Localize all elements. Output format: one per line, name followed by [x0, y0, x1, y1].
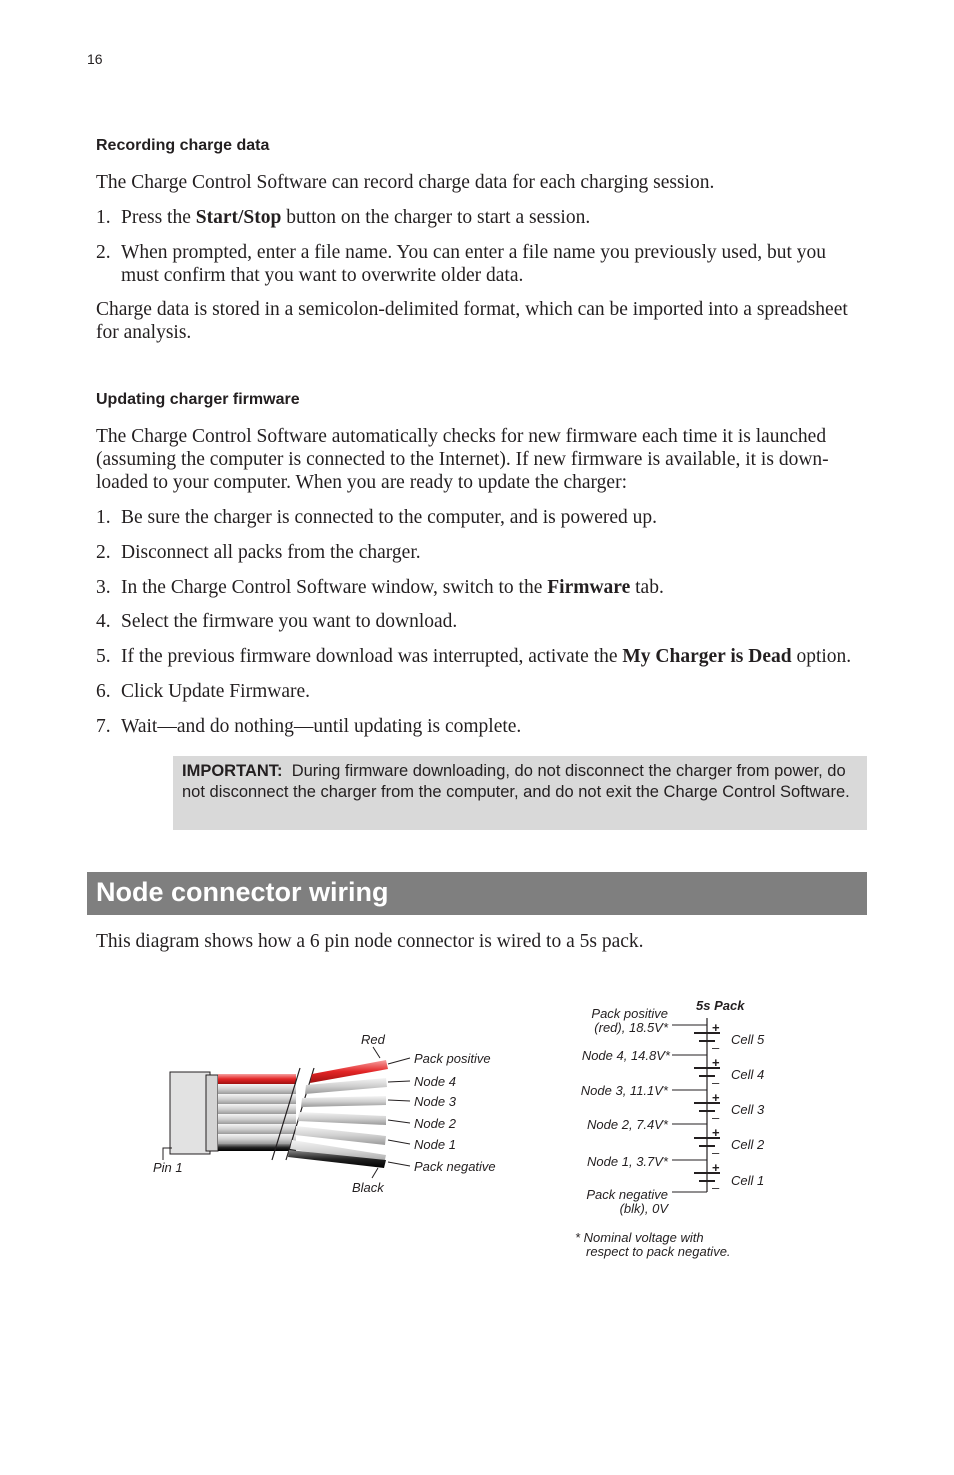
svg-text:–: – [712, 1110, 720, 1125]
svg-text:+: + [712, 1160, 720, 1175]
svg-text:–: – [712, 1075, 720, 1090]
firmware-step-5: 5. If the previous firmware download was interrupted, activate the My Charger is Dead option. [96, 646, 852, 667]
ribbon-cable-left [218, 1074, 296, 1151]
firmware-step-4: 4. Select the firmware you want to download. [96, 611, 458, 632]
firmware-tab-term: Firmware [547, 577, 631, 598]
svg-text:–: – [712, 1180, 720, 1195]
svg-text:+: + [712, 1020, 720, 1035]
footnote-line-2: respect to pack negative. [586, 1244, 731, 1259]
cell-label: Cell 2 [731, 1137, 765, 1152]
footnote-line-1: * Nominal voltage with [575, 1230, 704, 1245]
cell-label: Cell 4 [731, 1067, 765, 1082]
svg-text:–: – [712, 1040, 720, 1055]
important-label: IMPORTANT: [182, 762, 283, 780]
firmware-intro: The Charge Control Software automatically checks for new firmware each time it is launched (assuming the computer is connected to the Internet). If new firmware is available, it is down-loaded to your computer. When you are ready to update the charger: [96, 426, 829, 493]
firmware-step-6: 6. Click Update Firmware. [96, 681, 310, 702]
important-note [173, 756, 867, 830]
important-text: During firmware downloading, do not disconnect the charger from power, do not disconnect the charger from the computer, and do not exit the Charge Control Software. [182, 762, 850, 801]
cell-label: Cell 3 [731, 1102, 765, 1117]
charger-dead-term: My Charger is Dead [622, 646, 792, 667]
step-number: 1. [96, 207, 111, 228]
wire-label: Node 1 [414, 1137, 456, 1152]
start-stop-term: Start/Stop [195, 207, 282, 228]
firmware-step-2: 2. Disconnect all packs from the charger. [96, 542, 421, 563]
node-voltage-label: Node 1, 3.7V* [587, 1154, 668, 1169]
cell-label: Cell 1 [731, 1173, 765, 1188]
cell-label: Cell 5 [731, 1032, 765, 1047]
firmware-step-1: 1. Be sure the charger is connected to the computer, and is powered up. [96, 507, 658, 528]
wire-label: Pack negative [414, 1159, 496, 1174]
polarity-marks [712, 1020, 720, 1195]
section-title: Node connector wiring [96, 877, 389, 907]
svg-text:+: + [712, 1125, 720, 1140]
section-header [87, 872, 867, 915]
pack-negative-voltage: (blk), 0V [619, 1201, 668, 1216]
black-wire-label: Black [352, 1180, 384, 1195]
wire-label: Node 4 [414, 1074, 456, 1089]
firmware-step-3: 3. In the Charge Control Software window, switch to the Firmware tab. [96, 577, 664, 598]
firmware-step-7: 7. Wait—and do nothing—until updating is complete. [96, 716, 522, 737]
pack-negative-label: Pack negative [586, 1187, 668, 1202]
recording-heading: Recording charge data [96, 137, 270, 154]
recording-intro: The Charge Control Software can record charge data for each charging session. [96, 172, 715, 193]
red-wire-label: Red [361, 1032, 385, 1047]
wire-label: Node 3 [414, 1094, 456, 1109]
step-number: 2. [96, 242, 111, 263]
page-number: 16 [87, 51, 103, 67]
wiring-intro: This diagram shows how a 6 pin node connector is wired to a 5s pack. [96, 931, 644, 952]
firmware-heading: Updating charger firmware [96, 391, 300, 408]
wiring-diagram [0, 980, 954, 1280]
svg-text:+: + [712, 1055, 720, 1070]
recording-step-1: 1. Press the Start/Stop button on the charger to start a session. [96, 207, 591, 228]
node-voltage-label: Node 3, 11.1V* [580, 1083, 668, 1098]
pack-title: 5s Pack [696, 998, 745, 1013]
node-voltage-label: Node 2, 7.4V* [587, 1117, 668, 1132]
wire-label: Pack positive [414, 1051, 491, 1066]
pin1-label: Pin 1 [153, 1160, 183, 1175]
wire-label: Node 2 [414, 1116, 456, 1131]
svg-text:–: – [712, 1145, 720, 1160]
pack-positive-label: Pack positive [591, 1006, 668, 1021]
node-voltage-label: Node 4, 14.8V* [581, 1048, 670, 1063]
recording-step-2: 2. When prompted, enter a file name. You can enter a file name you previously used, but you must confirm that you want to overwrite older data. [96, 242, 827, 286]
fanned-wires [288, 1060, 388, 1168]
pack-positive-voltage: (red), 18.5V* [594, 1020, 668, 1035]
connector-plug [170, 1072, 218, 1154]
recording-note: Charge data is stored in a semicolon-delimited format, which can be imported into a spreadsheet for analysis. [96, 299, 848, 343]
svg-text:+: + [712, 1090, 720, 1105]
